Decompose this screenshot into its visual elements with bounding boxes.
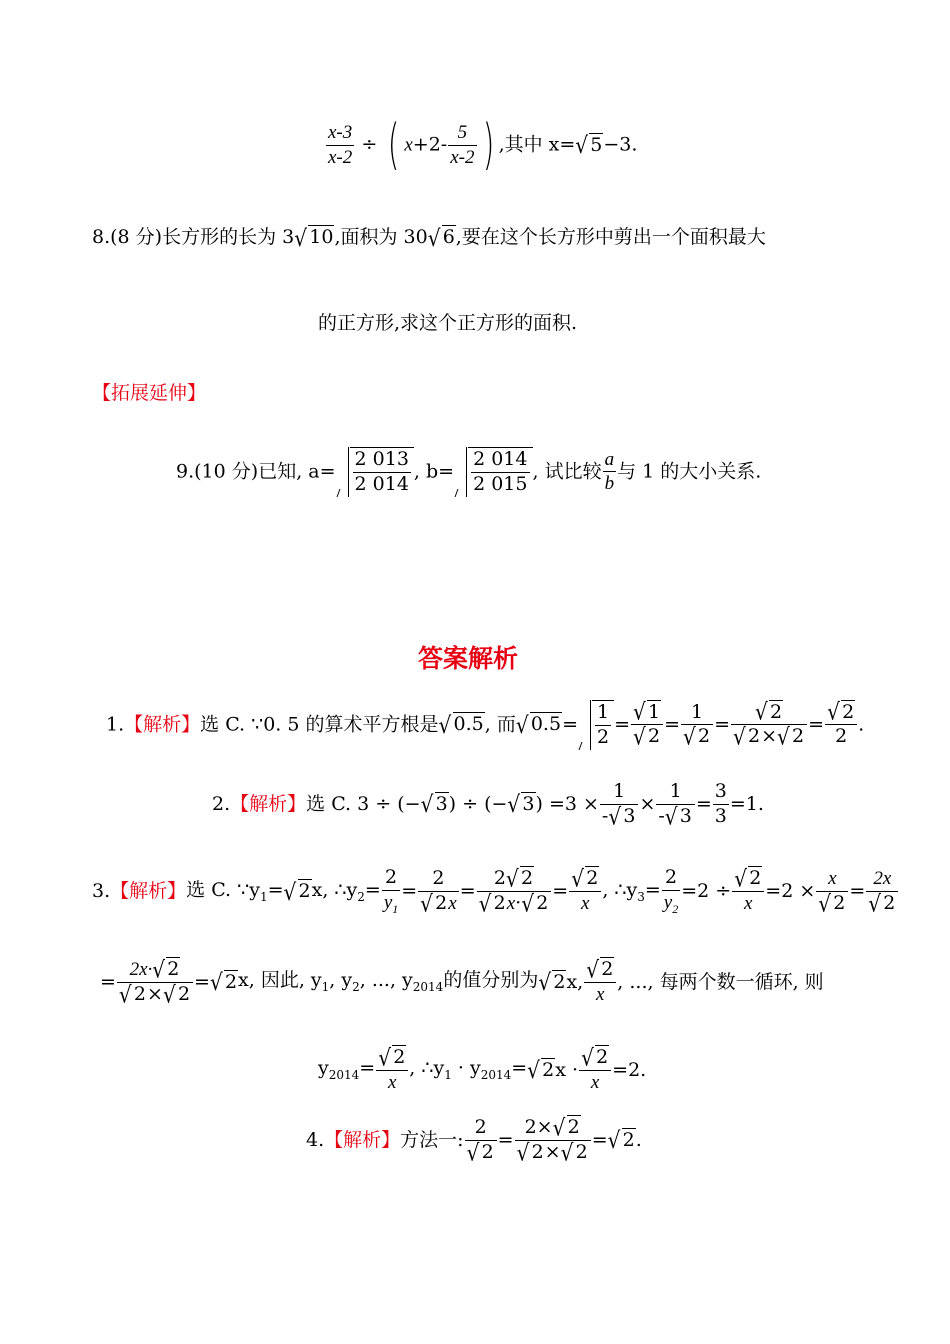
section-extend-heading: 【拓展延伸】 bbox=[92, 382, 207, 404]
answer-4: 4.【解析】方法一: 2 √ 2 = 2× √ 2 √ 2× √ 2 = √ 2. bbox=[306, 1113, 642, 1166]
q7-right-paren: ) bbox=[482, 113, 494, 176]
q8-line-2: 的正方形,求这个正方形的面积. bbox=[318, 312, 578, 334]
answer-1: 1.【解析】选 C. ∵0. 5 的算术平方根是 √ 0.5, 而 √ 0.5= $\frac{1}{2}$ = √ 1 √ 2 = 1 √ 2 = √ 2 √ 2× √ 2 = √ 2 2 . bbox=[106, 698, 865, 751]
answer-2: 2.【解析】选 C. 3 ÷ (− √ 3) ÷ (− √ 3) =3 × 1 - √ 3 × 1 - √ 3 = $\frac{3}{3}$ =1. bbox=[212, 780, 764, 830]
sqrt-10: √ 10 bbox=[294, 223, 334, 252]
q9-line: 9.(10 分)已知, a= $\frac{2 013}{2 014}$ , b= $\frac{2 014}{2 015}$ , 试比较 $\frac{a}{b}$ 与 1 的大小关系. bbox=[176, 448, 762, 495]
sqrt-5: √ 5 bbox=[575, 131, 603, 159]
q7-fraction-2: $\frac{5}{x-2}$ bbox=[450, 121, 475, 168]
q8-line-1: 8.(8 分)长方形的长为 3 √ 10,面积为 30 √ 6,要在这个长方形中剪出一个面积最大 bbox=[92, 223, 766, 252]
q7-left-paren: ( bbox=[388, 113, 400, 176]
answer-3-line-2: = 2x· √ 2 √ 2× √ 2 = √ 2x, 因此, $y_1$, $y_2$, ..., $y_{2014}$的值分别为 √ 2x, √ 2 x , ..., 每两个数一循环, 则 bbox=[100, 955, 824, 1008]
q8-score: (8 分) bbox=[110, 226, 163, 248]
q9-number: 9. bbox=[176, 460, 195, 483]
answer-3-line-3: $y_{2014}=$ √ 2 x , $\therefore y_1 \cdot y_{2014}=$ √ 2x · √ 2 x =2. bbox=[318, 1043, 647, 1093]
q9-sqrt-b: $\frac{2 014}{2 015}$ bbox=[454, 447, 532, 497]
jiexi-label: 【解析】 bbox=[124, 713, 201, 736]
answers-title: 答案解析 bbox=[418, 644, 519, 673]
answer-3-line-1: 3.【解析】选 C. $\because y_1=$ √ 2x, $\therefore y_2=$ $\frac{2}{y_1}$ = 2 √ 2x = 2 √ 2 √ 2x· √ 2 = √ 2 x , $\therefore y_3=$ $\frac{2}{y_2}$ =2 ÷ √ 2 x =2 × x √ 2 = 2x √ 2 bbox=[92, 866, 899, 917]
q9-sqrt-a: $\frac{2 013}{2 014}$ bbox=[336, 447, 414, 497]
q7-divide: ÷ bbox=[361, 133, 378, 156]
q9-score: (10 分) bbox=[194, 460, 259, 483]
q7-expression: $\frac{x-3}{x-2}$ ÷ ( x+2- $\frac{5}{x-2}$ ) ,其中 x= √ 5−3. bbox=[328, 113, 638, 176]
q8-number: 8. bbox=[92, 226, 111, 248]
sqrt-6: √ 6 bbox=[427, 223, 455, 252]
sqrt-0-5: √ 0.5 bbox=[438, 711, 484, 739]
q9-ratio: $\frac{a}{b}$ bbox=[604, 448, 615, 495]
q7-fraction-1: $\frac{x-3}{x-2}$ bbox=[328, 121, 353, 168]
